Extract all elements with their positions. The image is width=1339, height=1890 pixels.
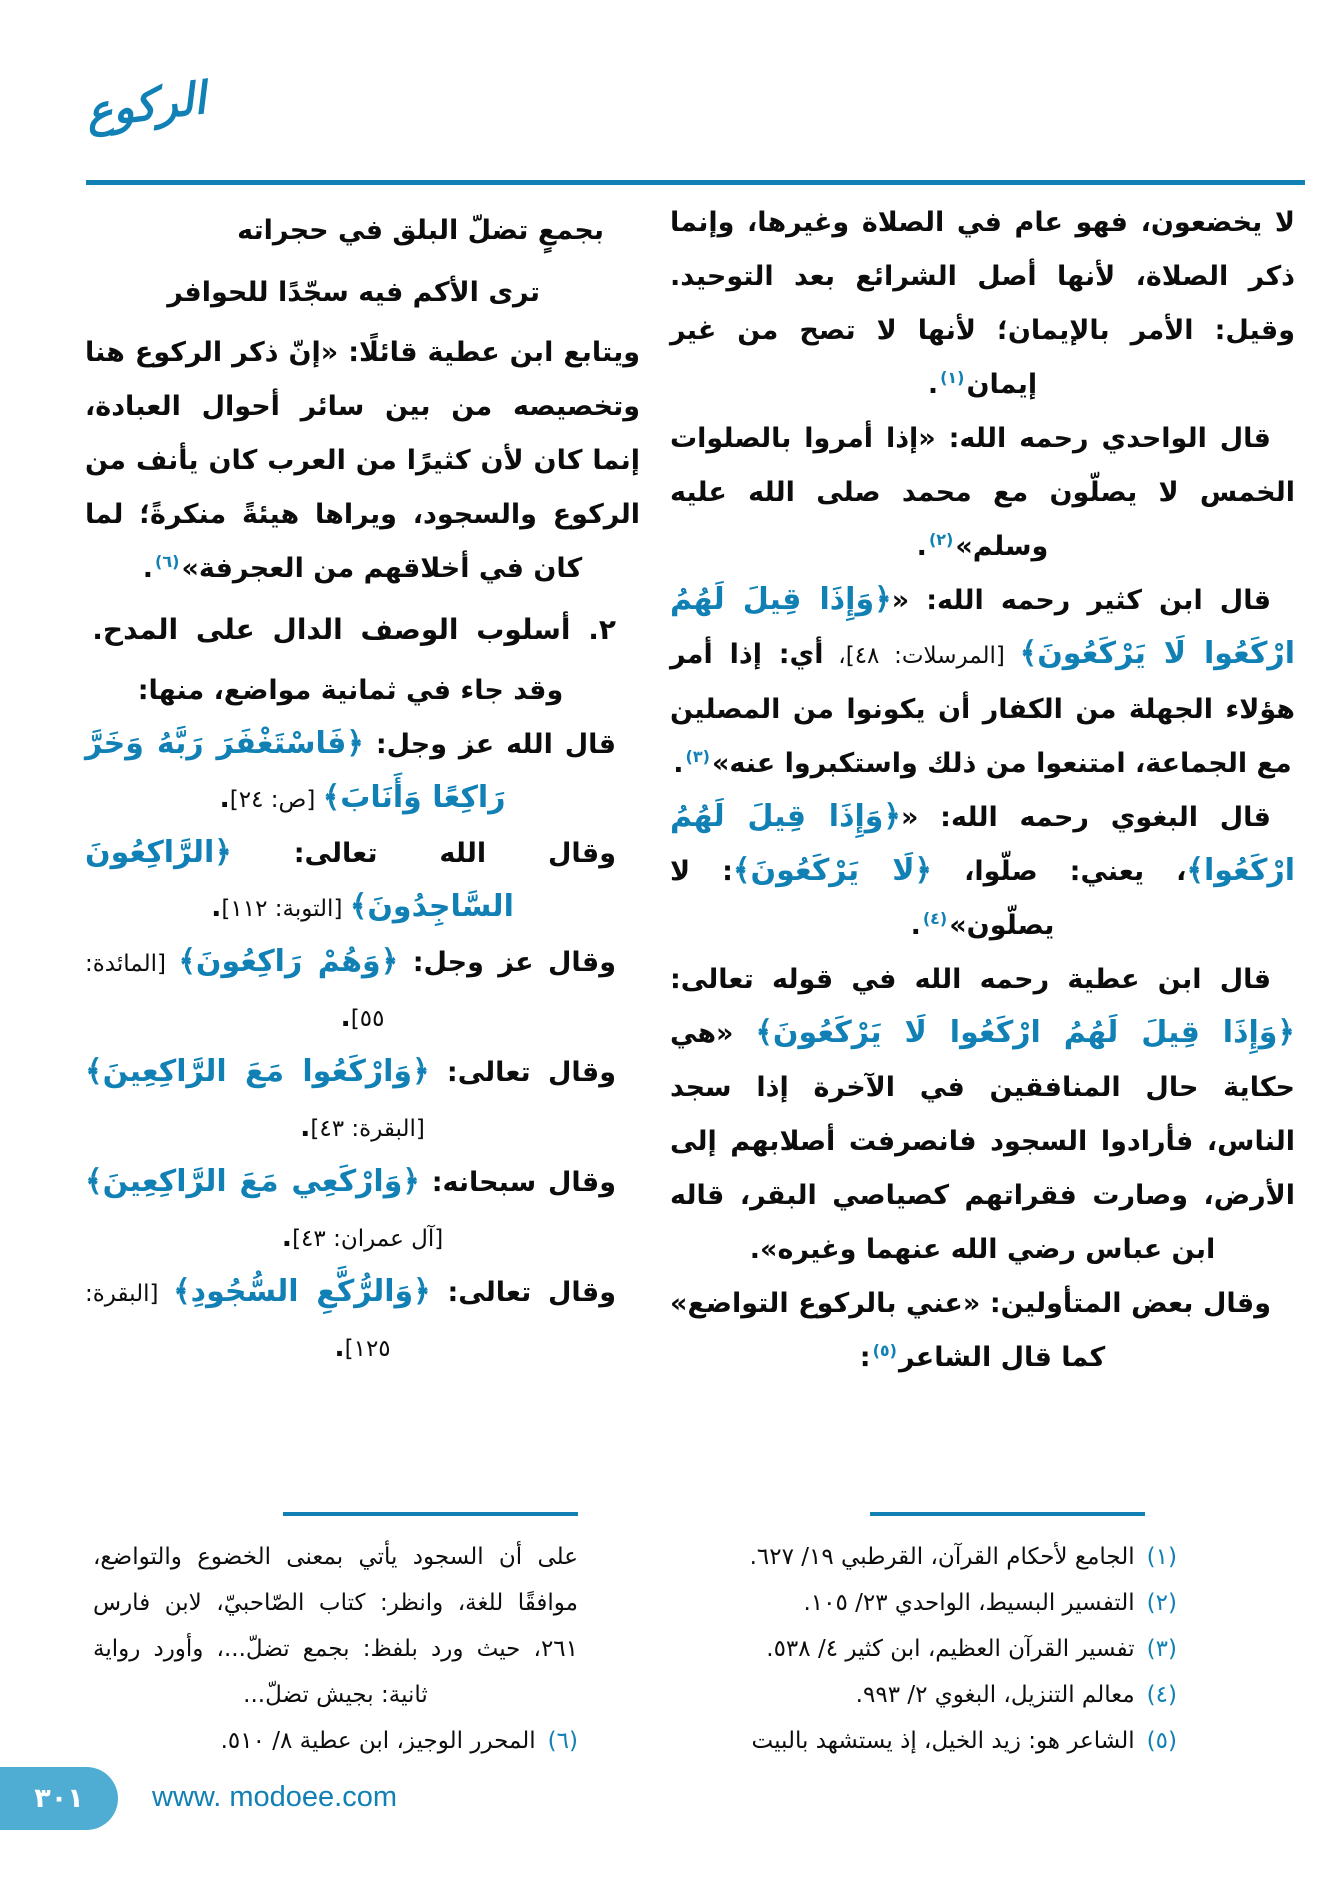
footnote-text: معالم التنزيل، البغوي ٢/ ٩٩٣. xyxy=(855,1682,1135,1708)
body-text: ، يعني: صلّوا، xyxy=(932,856,1187,887)
verse-source: [ص: ٢٤] xyxy=(229,787,323,813)
paragraph xyxy=(85,827,640,936)
body-text: . xyxy=(142,553,154,584)
body-text: . xyxy=(340,1002,351,1033)
footnote-list xyxy=(670,1534,1295,1764)
footnote-text: المحرر الوجيز، ابن عطية ٨/ ٥١٠. xyxy=(220,1728,536,1754)
body-text: وقال تعالى: xyxy=(429,1057,616,1088)
paragraph xyxy=(670,412,1295,574)
verse-source: [البقرة: ١٢٥] xyxy=(85,1281,391,1362)
poem xyxy=(85,200,640,324)
footnote-number: (٦) xyxy=(547,1728,578,1754)
body-text: ويتابع ابن عطية قائلًا: «إنّ ذكر الركوع هنا وتخصيصه من بين سائر أحوال العبادة، إنما كان لأن كثيرًا من العرب كان يأنف من الركوع والسجود، ويراها هيئةً منكرةً؛ لما كان في أخلاقهم من العجرفة» xyxy=(85,337,640,584)
footnote-continuation: على أن السجود يأتي بمعنى الخضوع والتواضع، موافقًا للغة، وانظر: كتاب الصّاحبيّ، لابن فارس ٢٦١، حيث ورد بلفظ: بجمع تضلّ...، وأورد رواية ثانية: بجيش تضلّ... xyxy=(93,1544,578,1708)
body-text: قال الله عز وجل: xyxy=(363,729,616,760)
quran-verse: ﴿وَارْكَعِي مَعَ الرَّاكِعِينَ﴾ xyxy=(85,1164,420,1199)
body-text: قال البغوي رحمه الله: « xyxy=(901,802,1271,833)
page-number: ٣٠١ xyxy=(34,1783,84,1814)
paragraph xyxy=(85,1266,640,1376)
quran-verse: ﴿وَإِذَا قِيلَ لَهُمُ ارْكَعُوا لَا يَرْكَعُونَ﴾ xyxy=(755,1015,1295,1050)
footnote xyxy=(720,1534,1177,1580)
paragraph xyxy=(670,574,1295,791)
paragraph xyxy=(85,664,640,718)
verse-source: [المرسلات: ٤٨]، xyxy=(823,643,1020,669)
footnote xyxy=(93,1718,578,1764)
body-text: وقد جاء في ثمانية مواضع، منها: xyxy=(137,675,564,706)
header-rule xyxy=(86,180,1305,185)
body-text: . xyxy=(219,783,230,814)
footnote xyxy=(720,1718,1177,1764)
footnote-number: (٥) xyxy=(1146,1728,1177,1754)
body-text: . xyxy=(211,892,222,923)
paragraph xyxy=(85,936,640,1046)
footnote-text: الجامع لأحكام القرآن، القرطبي ١٩/ ٦٢٧. xyxy=(749,1544,1135,1570)
body-text: . xyxy=(673,748,684,779)
footnote-divider xyxy=(283,1512,578,1516)
section-heading: ٢. أسلوب الوصف الدال على المدح. xyxy=(92,613,616,646)
body-text: قال ابن عطية رحمه الله في قوله تعالى: xyxy=(670,964,1271,995)
footnote xyxy=(720,1672,1177,1718)
quran-verse: ﴿وَإِذَا قِيلَ لَهُمُ ارْكَعُوا﴾ xyxy=(670,799,1295,888)
body-text: : xyxy=(859,1342,871,1373)
footnote-number: (٣) xyxy=(1146,1636,1177,1662)
quran-verse: ﴿وَارْكَعُوا مَعَ الرَّاكِعِينَ﴾ xyxy=(85,1054,430,1089)
quran-verse: ﴿لَا يَرْكَعُونَ﴾ xyxy=(732,853,933,888)
paragraph xyxy=(85,1156,640,1266)
body-text: أي: إذا أمر هؤلاء الجهلة من الكفار أن يكونوا من المصلين مع الجماعة، امتنعوا من ذلك واستكبروا عنه» xyxy=(670,639,1295,779)
body-text: . xyxy=(927,369,939,400)
paragraph xyxy=(85,718,640,827)
text-columns xyxy=(85,196,1295,1764)
verse-source: [البقرة: ٤٣] xyxy=(310,1116,425,1142)
footnote-number: (٢) xyxy=(1146,1590,1177,1616)
quran-verse: ﴿الرَّاكِعُونَ السَّاجِدُونَ﴾ xyxy=(85,835,514,924)
footnote-divider xyxy=(870,1512,1145,1516)
body-text: وقال سبحانه: xyxy=(419,1167,616,1198)
paragraph xyxy=(670,1277,1295,1385)
website-text: www. modoee.com xyxy=(152,1781,397,1813)
footnote-text: تفسير القرآن العظيم، ابن كثير ٤/ ٥٣٨. xyxy=(766,1636,1135,1662)
poem-line: بجمعٍ تضلّ البلق في حجراته xyxy=(237,215,604,246)
footnote-ref: (٥) xyxy=(872,1341,897,1360)
body-text: . xyxy=(334,1332,345,1363)
footnote xyxy=(720,1626,1177,1672)
body-text: وقال الله تعالى: xyxy=(231,838,616,869)
verse-source: [المائدة: ٥٥] xyxy=(85,951,385,1032)
poem-line: ترى الأكم فيه سجّدًا للحوافر xyxy=(167,277,540,308)
quran-verse: ﴿وَالرُّكَّعِ السُّجُودِ﴾ xyxy=(173,1274,431,1309)
column-right xyxy=(670,196,1295,1764)
paragraph xyxy=(670,196,1295,412)
footnote-list xyxy=(85,1534,640,1764)
page-number-pill xyxy=(0,1767,118,1830)
body-text: . xyxy=(910,910,921,941)
footnotes-block xyxy=(85,1512,640,1764)
chapter-title: الركوع xyxy=(83,72,209,139)
body-text: . xyxy=(281,1222,293,1253)
body-text: لا يخضعون، فهو عام في الصلاة وغيرها، وإنما ذكر الصلاة، لأنها أصل الشرائع بعد التوحيد. وقيل: الأمر بالإيمان؛ لأنها لا تصح من غير إيمان xyxy=(670,207,1295,400)
body-text: . xyxy=(300,1112,311,1143)
footnote-ref: (١) xyxy=(940,368,965,387)
footnote-number: (٤) xyxy=(1146,1682,1177,1708)
footnote-number: (١) xyxy=(1146,1544,1177,1570)
footnotes-block xyxy=(670,1512,1295,1764)
paragraph xyxy=(670,791,1295,953)
body-text: وقال بعض المتأولين: «عني بالركوع التواضع» كما قال الشاعر xyxy=(670,1288,1271,1373)
body-text: قال الواحدي رحمه الله: «إذا أمروا بالصلوات الخمس لا يصلّون مع محمد صلى الله عليه وسلم» xyxy=(670,423,1295,562)
footnote-text: الشاعر هو: زيد الخيل، إذ يستشهد بالبيت xyxy=(751,1728,1135,1754)
footnote-ref: (٤) xyxy=(922,909,948,928)
column-left xyxy=(85,196,640,1764)
body-text: «هي حكاية حال المنافقين في الآخرة إذا سجد الناس، فأرادوا السجود فانصرفت أصلابهم إلى الأرض، وصارت فقراتهم كصياصي البقر، قاله ابن عباس رضي الله عنهما وغيره». xyxy=(670,1018,1295,1265)
paragraph xyxy=(670,953,1295,1277)
footnote-text: التفسير البسيط، الواحدي ٢٣/ ١٠٥. xyxy=(803,1590,1135,1616)
quran-verse: ﴿وَهُمْ رَاكِعُونَ﴾ xyxy=(178,944,399,979)
footnote-ref: (٦) xyxy=(155,552,180,571)
footnote-ref: (٣) xyxy=(685,747,710,766)
body-text: : لا يصلّون» xyxy=(670,856,1055,941)
footnote xyxy=(720,1580,1177,1626)
footnote-ref: (٢) xyxy=(928,530,954,549)
quran-verse: ﴿وَإِذَا قِيلَ لَهُمُ ارْكَعُوا لَا يَرْكَعُونَ﴾ xyxy=(670,582,1295,671)
paragraph xyxy=(85,326,640,596)
paragraph xyxy=(85,1046,640,1156)
body-text: . xyxy=(916,531,927,562)
body-text: وقال عز وجل: xyxy=(398,947,617,978)
quran-verse: ﴿فَاسْتَغْفَرَ رَبَّهُ وَخَرَّ رَاكِعًا وَأَنَابَ﴾ xyxy=(85,726,506,815)
verse-source: [التوبة: ١١٢] xyxy=(221,896,350,922)
body-text: قال ابن كثير رحمه الله: « xyxy=(891,585,1272,616)
verse-source: [آل عمران: ٤٣] xyxy=(292,1226,444,1252)
body-text: وقال تعالى: xyxy=(430,1277,616,1308)
